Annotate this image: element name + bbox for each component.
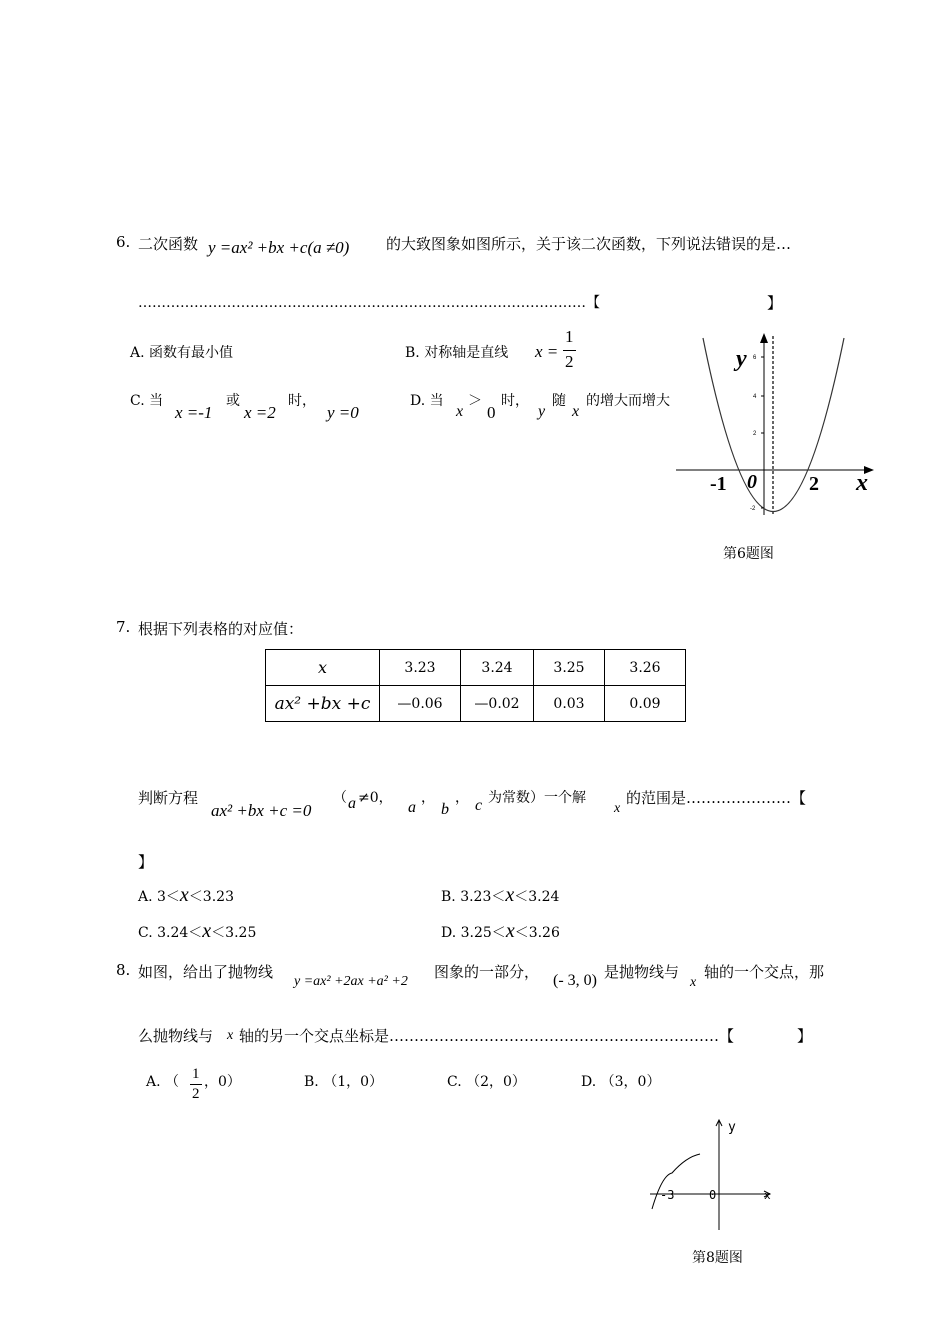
q8-tick-0: 0 bbox=[709, 1188, 717, 1202]
q7-cond-end: 为常数）一个解 bbox=[488, 790, 586, 806]
q8-formula: y =ax² +2ax +a² +2 bbox=[294, 974, 408, 989]
q8-line2-x: x bbox=[227, 1028, 234, 1043]
q6-answer-close: 】 bbox=[767, 294, 783, 312]
q8-option-c: C. （2，0） bbox=[447, 1074, 526, 1090]
q7-judge-start: 判断方程 bbox=[138, 789, 199, 807]
q7-table-x-2: 3.25 bbox=[534, 650, 605, 686]
q7-table-y-header: ax² +bx +c bbox=[266, 686, 380, 722]
q6-ytick-4: 4 bbox=[753, 394, 757, 400]
q8-figure-caption: 第8题图 bbox=[692, 1250, 743, 1266]
q8-point: (- 3, 0) bbox=[553, 972, 597, 989]
q6-parabola-figure bbox=[670, 330, 885, 535]
q6-option-a: A. 函数有最小值 bbox=[130, 345, 234, 361]
q6-option-b-den: 2 bbox=[565, 352, 574, 371]
q7-number: 7. bbox=[116, 618, 131, 636]
q7-table-y-0: —0.06 bbox=[380, 686, 461, 722]
q6-option-c-or: 或 bbox=[226, 393, 240, 409]
q7-table-x-header: x bbox=[266, 650, 380, 686]
q8-option-a-num: 1 bbox=[192, 1066, 200, 1082]
q6-tick-0: 0 bbox=[747, 471, 757, 493]
q7-table-x-1: 3.24 bbox=[461, 650, 534, 686]
q6-option-c-label: C. 当 bbox=[130, 393, 164, 409]
q6-option-d-x2: x bbox=[572, 403, 580, 420]
q7-option-b: B. 3.23＜x＜3.24 bbox=[441, 884, 560, 906]
q8-line2-start: 么抛物线与 bbox=[138, 1027, 214, 1045]
q8-line2-end: 轴的另一个交点坐标是…………………………………………………………【 bbox=[239, 1027, 735, 1045]
q7-option-c: C. 3.24＜x＜3.25 bbox=[138, 920, 257, 942]
q7-cond-a: a bbox=[348, 795, 356, 812]
q8-x-var: x bbox=[690, 975, 697, 990]
q6-option-c-when: 时， bbox=[288, 393, 316, 409]
q6-option-b: B. 对称轴是直线 bbox=[405, 345, 509, 361]
q7-table-y-3: 0.09 bbox=[605, 686, 686, 722]
q8-number: 8. bbox=[116, 961, 131, 979]
q8-option-a-label: A. （ bbox=[146, 1074, 180, 1090]
q8-option-a-fraction-bar bbox=[190, 1084, 202, 1085]
q6-tick-2: 2 bbox=[809, 473, 819, 495]
q7-option-d: D. 3.25＜x＜3.26 bbox=[441, 920, 560, 942]
q6-tick-neg1: -1 bbox=[710, 473, 727, 495]
q6-x-axis bbox=[676, 466, 874, 474]
q6-number: 6. bbox=[116, 233, 131, 251]
q7-option-a: A. 3＜x＜3.23 bbox=[138, 884, 234, 906]
q7-table-y-2: 0.03 bbox=[534, 686, 605, 722]
q6-x-label: x bbox=[856, 470, 868, 496]
q6-option-b-num: 1 bbox=[565, 327, 574, 346]
q7-table-x-3: 3.26 bbox=[605, 650, 686, 686]
q7-solution-x: x bbox=[614, 801, 621, 816]
table-row bbox=[266, 686, 686, 722]
q7-answer-close: 】 bbox=[138, 853, 154, 871]
q7-value-table bbox=[265, 649, 686, 722]
q6-stem-end: 的大致图象如图所示，关于该二次函数，下列说法错误的是… bbox=[386, 235, 792, 253]
q7-table-y-1: —0.02 bbox=[461, 686, 534, 722]
q8-option-a-end: ，0） bbox=[204, 1074, 241, 1090]
q8-option-b: B. （1，0） bbox=[304, 1074, 384, 1090]
q6-answer-dots: ……………………………………………………………………………………【 bbox=[138, 295, 600, 311]
q6-option-c-x1: x =-1 bbox=[175, 403, 213, 422]
q7-cond-comma1: ， bbox=[421, 790, 435, 806]
q8-stem-mid: 图象的一部分， bbox=[434, 963, 540, 981]
q7-table-x-0: 3.23 bbox=[380, 650, 461, 686]
q7-cond-b: b bbox=[441, 801, 449, 818]
q7-cond-c: c bbox=[475, 797, 483, 814]
q8-x-label: x bbox=[764, 1189, 771, 1202]
q6-ytick-2: 2 bbox=[753, 431, 757, 437]
table-row bbox=[266, 650, 686, 686]
q7-cond-comma2: ， bbox=[455, 790, 469, 806]
q7-cond-open: （ bbox=[333, 790, 347, 806]
q6-figure-caption: 第6题图 bbox=[723, 546, 774, 562]
q6-option-d-x: x bbox=[456, 403, 464, 420]
q6-option-d-end: 的增大而增大 bbox=[586, 393, 670, 409]
q6-option-d-label: D. 当 bbox=[410, 393, 444, 409]
q6-y-axis bbox=[760, 333, 768, 515]
q6-option-d-sui: 随 bbox=[552, 393, 566, 409]
q8-y-axis bbox=[716, 1120, 722, 1230]
q6-option-d-gt: ＞ bbox=[468, 393, 482, 409]
q6-option-d-when: 时， bbox=[501, 393, 529, 409]
q6-option-b-fraction-bar bbox=[563, 350, 576, 351]
q8-answer-close: 】 bbox=[797, 1027, 813, 1045]
q7-cond-ne0: ≠0， bbox=[358, 790, 393, 806]
q7-equation: ax² +bx +c =0 bbox=[211, 801, 312, 820]
q8-option-a-den: 2 bbox=[192, 1086, 200, 1102]
q7-cond-a2: a bbox=[408, 799, 416, 816]
q8-y-label: y bbox=[728, 1120, 736, 1135]
q6-stem-start: 二次函数 bbox=[138, 235, 199, 253]
q6-option-d-y: y bbox=[538, 403, 546, 420]
q6-ytick-6: 6 bbox=[753, 355, 757, 361]
q8-option-d: D. （3，0） bbox=[581, 1074, 661, 1090]
q8-parabola-figure bbox=[640, 1115, 790, 1235]
q6-option-d-zero: 0 bbox=[487, 403, 496, 422]
q6-option-c-y: y =0 bbox=[327, 403, 359, 422]
q8-stem-mid2: 是抛物线与 bbox=[604, 963, 680, 981]
q8-stem-start: 如图，给出了抛物线 bbox=[138, 963, 274, 981]
q7-stem: 根据下列表格的对应值： bbox=[138, 620, 304, 638]
q6-option-c-x2: x =2 bbox=[244, 403, 276, 422]
q6-formula: y =ax² +bx +c(a ≠0) bbox=[208, 238, 350, 257]
q6-ytick-neg2: -2 bbox=[750, 506, 756, 512]
q8-stem-end: 轴的一个交点，那 bbox=[704, 963, 825, 981]
q8-tick-neg3: -3 bbox=[660, 1188, 675, 1202]
q7-range-end: 的范围是…………………【 bbox=[626, 789, 807, 807]
q6-y-label: y bbox=[736, 346, 747, 372]
q6-option-b-formula: x = bbox=[535, 342, 559, 361]
